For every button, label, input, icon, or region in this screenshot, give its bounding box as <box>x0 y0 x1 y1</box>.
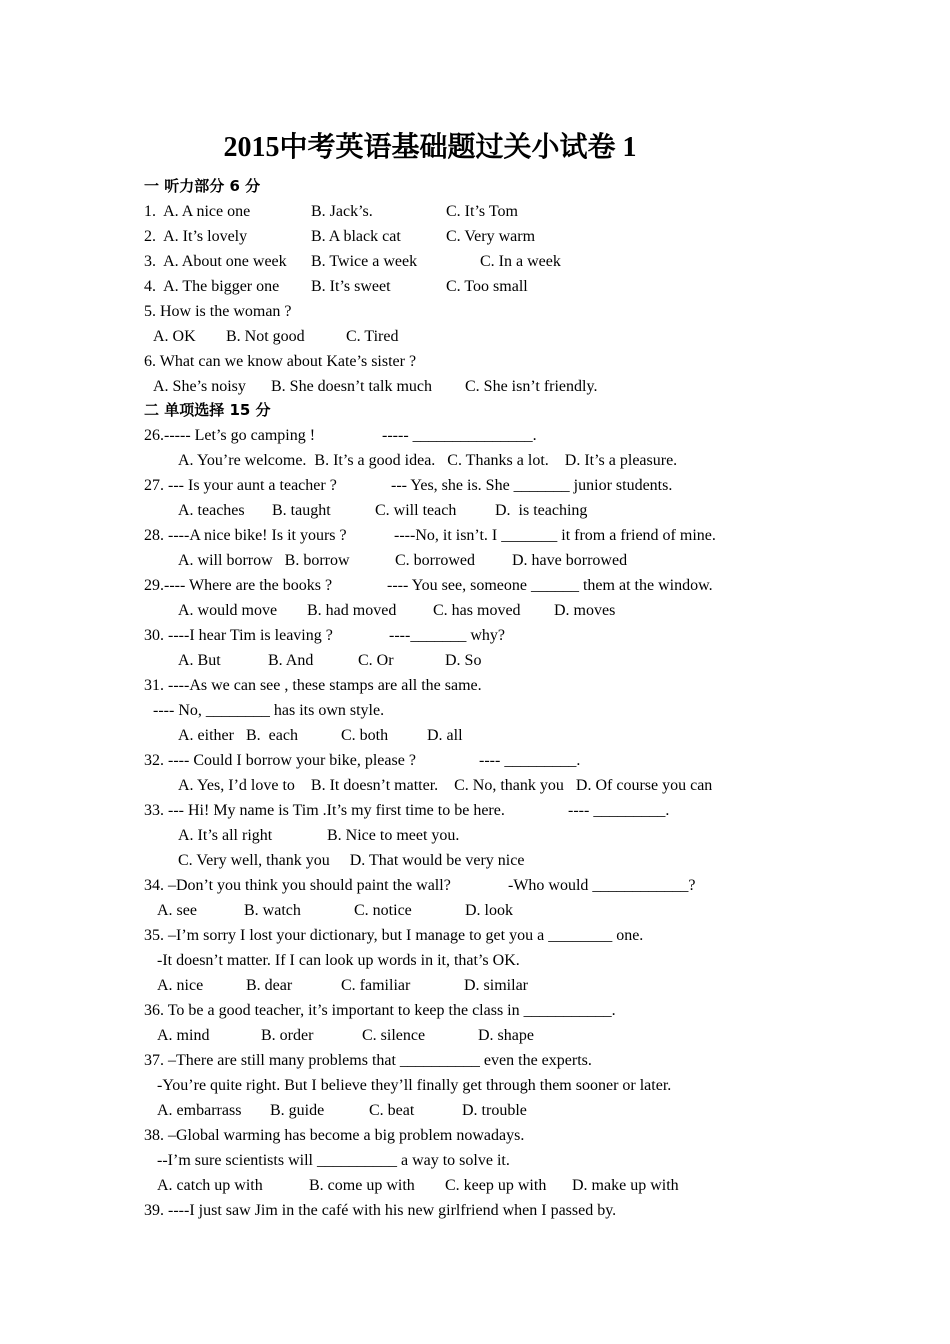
line-text: A. mind <box>157 1027 210 1044</box>
line-text: C. Very well, thank you D. That would be very nice <box>178 852 525 869</box>
option-text: C. beat <box>369 1102 415 1119</box>
line-text: 37. –There are still many problems that __________ even the experts. <box>144 1052 592 1069</box>
line-text: A. You’re welcome. B. It’s a good idea. C. Thanks a lot. D. It’s a pleasure. <box>178 452 678 469</box>
option-text: C. keep up with <box>445 1177 547 1194</box>
line-text: 1. A. A nice one <box>144 203 251 220</box>
line-text: 27. --- Is your aunt a teacher ? <box>144 477 337 494</box>
option-text: C. It’s Tom <box>446 203 518 220</box>
option-text: B. She doesn’t talk much <box>271 378 433 395</box>
option-text: D. have borrowed <box>512 552 628 569</box>
line-text: 5. How is the woman ? <box>144 303 292 320</box>
line-text: 35. –I’m sorry I lost your dictionary, but I manage to get you a ________ one. <box>144 927 644 944</box>
option-text: B. Nice to meet you. <box>327 827 460 844</box>
line-text: 32. ---- Could I borrow your bike, please ? <box>144 752 416 769</box>
line-text: ---- No, ________ has its own style. <box>153 702 385 719</box>
line-text: A. She’s noisy <box>153 378 246 395</box>
option-text: ----No, it isn’t. I _______ it from a friend of mine. <box>394 527 716 544</box>
line-text: A. either B. each <box>178 727 298 744</box>
option-text: ---- You see, someone ______ them at the window. <box>387 577 713 594</box>
line-text: 2. A. It’s lovely <box>144 228 248 245</box>
line-text: 34. –Don’t you think you should paint the wall? <box>144 877 451 894</box>
option-text: -Who would ____________? <box>508 877 696 894</box>
option-text: B. A black cat <box>311 228 401 245</box>
line-text: A. would move <box>178 602 278 619</box>
option-text: ----_______ why? <box>389 627 505 644</box>
option-text: B. taught <box>272 502 331 519</box>
option-text: B. Twice a week <box>311 253 418 270</box>
option-text: D. shape <box>478 1027 534 1044</box>
line-text: 38. –Global warming has become a big problem nowadays. <box>144 1127 525 1144</box>
option-text: C. has moved <box>433 602 521 619</box>
line-text: -You’re quite right. But I believe they’ll finally get through them sooner or later. <box>157 1077 672 1094</box>
option-text: C. Tired <box>346 328 399 345</box>
option-text: ---- _________. <box>479 752 581 769</box>
option-text: ---- _________. <box>568 802 670 819</box>
option-text: C. Very warm <box>446 228 536 245</box>
option-text: D. moves <box>554 602 616 619</box>
option-text: C. both <box>341 727 389 744</box>
option-text: D. trouble <box>462 1102 527 1119</box>
option-text: C. will teach <box>375 502 457 519</box>
option-text: B. And <box>268 652 314 669</box>
option-text: D. make up with <box>572 1177 679 1194</box>
line-text: 36. To be a good teacher, it’s important to keep the class in ___________. <box>144 1002 616 1019</box>
line-text: 30. ----I hear Tim is leaving ? <box>144 627 333 644</box>
option-text: C. notice <box>354 902 412 919</box>
line-text: 39. ----I just saw Jim in the café with his new girlfriend when I passed by. <box>144 1202 617 1219</box>
option-text: D. look <box>465 902 513 919</box>
line-text: --I’m sure scientists will __________ a way to solve it. <box>157 1152 510 1169</box>
option-text: B. guide <box>270 1102 325 1119</box>
line-text: A. see <box>157 902 197 919</box>
line-text: A. embarrass <box>157 1102 242 1119</box>
line-text: 6. What can we know about Kate’s sister ? <box>144 353 417 370</box>
line-text: A. But <box>178 652 221 669</box>
option-text: D. similar <box>464 977 528 994</box>
line-text: -It doesn’t matter. If I can look up words in it, that’s OK. <box>157 952 520 969</box>
option-text: D. all <box>427 727 463 744</box>
option-text: C. In a week <box>480 253 561 270</box>
option-text: C. borrowed <box>395 552 475 569</box>
option-text: --- Yes, she is. She _______ junior students. <box>391 477 673 494</box>
line-text: A. catch up with <box>157 1177 263 1194</box>
option-text: D. is teaching <box>495 502 588 519</box>
line-text: 31. ----As we can see , these stamps are all the same. <box>144 677 482 694</box>
line-text: A. It’s all right <box>178 827 273 844</box>
page-title: 2015中考英语基础题过关小试卷 1 <box>223 132 637 163</box>
line-text: A. teaches <box>178 502 245 519</box>
section-heading-choice: 二 单项选择 15 分 <box>144 401 271 419</box>
option-text: B. watch <box>244 902 301 919</box>
option-text: ----- _______________. <box>382 427 537 444</box>
line-text: 3. A. About one week <box>144 253 287 270</box>
section-heading-listening: 一 听力部分 6 分 <box>144 177 261 195</box>
line-text: A. will borrow B. borrow <box>178 552 350 569</box>
line-text: A. OK <box>153 328 196 345</box>
option-text: B. Not good <box>226 328 305 345</box>
option-text: C. silence <box>362 1027 426 1044</box>
option-text: B. Jack’s. <box>311 203 373 220</box>
line-text: 33. --- Hi! My name is Tim .It’s my first time to be here. <box>144 802 505 819</box>
line-text: A. Yes, I’d love to B. It doesn’t matter. C. No, thank you D. Of course you can <box>178 777 713 794</box>
option-text: B. It’s sweet <box>311 278 391 295</box>
option-text: C. familiar <box>341 977 411 994</box>
option-text: B. dear <box>246 977 293 994</box>
option-text: C. Or <box>358 652 394 669</box>
line-text: 28. ----A nice bike! Is it yours ? <box>144 527 347 544</box>
option-text: D. So <box>445 652 482 669</box>
line-text: 4. A. The bigger one <box>144 278 280 295</box>
line-text: 29.---- Where are the books ? <box>144 577 333 594</box>
line-text: A. nice <box>157 977 204 994</box>
option-text: B. come up with <box>309 1177 415 1194</box>
option-text: B. order <box>261 1027 314 1044</box>
line-text: 26.----- Let’s go camping ! <box>144 427 316 444</box>
option-text: C. Too small <box>446 278 528 295</box>
option-text: C. She isn’t friendly. <box>465 378 598 395</box>
option-text: B. had moved <box>307 602 397 619</box>
